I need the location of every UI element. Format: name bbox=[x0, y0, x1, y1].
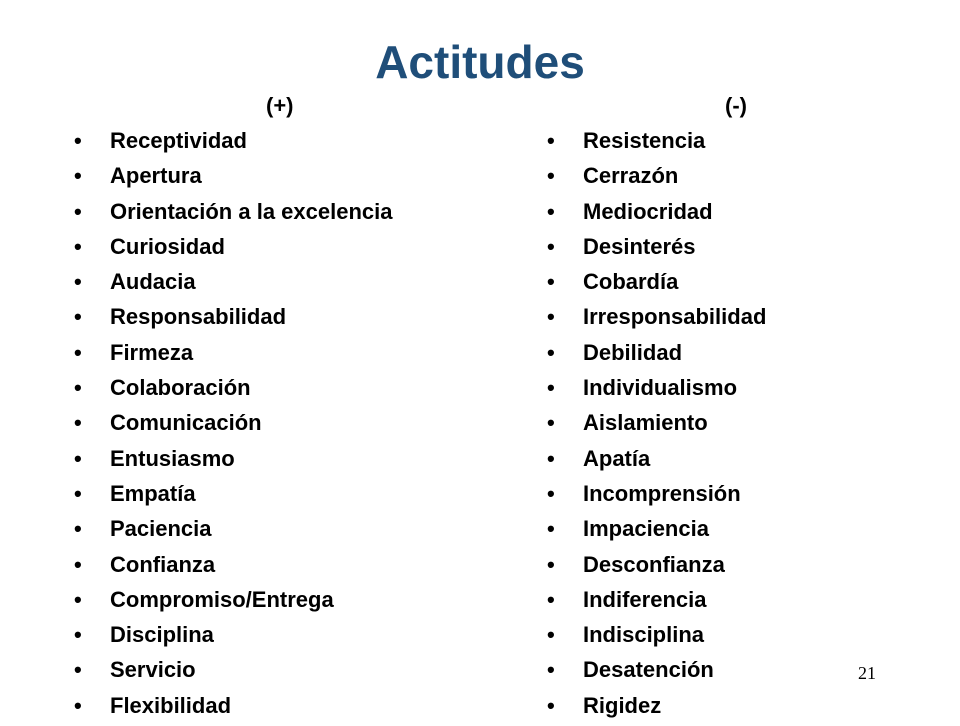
bullet-icon: • bbox=[547, 622, 555, 648]
bullet-icon: • bbox=[74, 480, 82, 506]
bullet-icon: • bbox=[547, 692, 555, 718]
bullet-icon: • bbox=[547, 128, 555, 153]
bullet-icon: • bbox=[547, 304, 555, 330]
negative-attitudes-column bbox=[543, 92, 843, 726]
positive-list-item bbox=[70, 655, 500, 690]
negative-list-item bbox=[543, 550, 843, 585]
positive-list-item bbox=[70, 620, 500, 655]
positive-item-label: Entusiasmo bbox=[110, 445, 235, 471]
positive-list-item bbox=[70, 479, 500, 514]
negative-item-label: Indisciplina bbox=[583, 622, 705, 648]
negative-item-label: Desconfianza bbox=[583, 551, 725, 577]
negative-item-label: Mediocridad bbox=[583, 198, 713, 224]
positive-attitudes-list bbox=[70, 126, 500, 726]
negative-item-label: Incomprensión bbox=[583, 480, 741, 506]
negative-item-label: Cobardía bbox=[583, 269, 679, 295]
negative-item-label: Cerrazón bbox=[583, 163, 679, 189]
positive-item-label: Audacia bbox=[110, 269, 196, 295]
bullet-icon: • bbox=[547, 480, 555, 506]
positive-list-item bbox=[70, 585, 500, 620]
negative-item-label: Impaciencia bbox=[583, 516, 709, 542]
bullet-icon: • bbox=[547, 233, 555, 259]
negative-list-item bbox=[543, 126, 843, 161]
positive-list-item bbox=[70, 267, 500, 302]
positive-item-label: Empatía bbox=[110, 480, 196, 506]
positive-item-label: Paciencia bbox=[110, 516, 212, 542]
bullet-icon: • bbox=[74, 233, 82, 259]
positive-item-label: Orientación a la excelencia bbox=[110, 198, 393, 224]
negative-item-label: Debilidad bbox=[583, 339, 683, 365]
positive-list-item bbox=[70, 373, 500, 408]
bullet-icon: • bbox=[74, 516, 82, 542]
bullet-icon: • bbox=[74, 269, 82, 295]
positive-list-item bbox=[70, 550, 500, 585]
bullet-icon: • bbox=[547, 410, 555, 436]
negative-list-item bbox=[543, 514, 843, 549]
positive-list-item bbox=[70, 408, 500, 443]
positive-list-item bbox=[70, 197, 500, 232]
positive-list-item bbox=[70, 338, 500, 373]
negative-item-label: Apatía bbox=[583, 445, 651, 471]
negative-attitudes-list bbox=[543, 126, 843, 726]
bullet-icon: • bbox=[547, 516, 555, 542]
positive-column-header: (+) bbox=[266, 93, 294, 118]
negative-item-label: Indiferencia bbox=[583, 586, 707, 612]
bullet-icon: • bbox=[547, 551, 555, 577]
positive-list-item bbox=[70, 232, 500, 267]
negative-column-header: (-) bbox=[725, 93, 747, 118]
bullet-icon: • bbox=[74, 304, 82, 330]
positive-attitudes-column bbox=[70, 92, 500, 726]
bullet-icon: • bbox=[74, 410, 82, 436]
bullet-icon: • bbox=[74, 586, 82, 612]
bullet-icon: • bbox=[547, 163, 555, 189]
slide-title: Actitudes bbox=[375, 36, 585, 88]
bullet-icon: • bbox=[547, 586, 555, 612]
positive-list-item bbox=[70, 444, 500, 479]
negative-list-item bbox=[543, 655, 843, 690]
negative-list-item bbox=[543, 691, 843, 726]
bullet-icon: • bbox=[74, 692, 82, 718]
bullet-icon: • bbox=[74, 551, 82, 577]
bullet-icon: • bbox=[74, 445, 82, 471]
bullet-icon: • bbox=[74, 339, 82, 365]
bullet-icon: • bbox=[547, 657, 555, 683]
bullet-icon: • bbox=[74, 163, 82, 189]
positive-list-item bbox=[70, 161, 500, 196]
bullet-icon: • bbox=[74, 198, 82, 224]
positive-list-item bbox=[70, 691, 500, 726]
negative-item-label: Rigidez bbox=[583, 692, 662, 718]
negative-item-label: Desinterés bbox=[583, 233, 696, 259]
negative-list-item bbox=[543, 408, 843, 443]
positive-item-label: Comunicación bbox=[110, 410, 262, 436]
negative-list-item bbox=[543, 373, 843, 408]
positive-list-item bbox=[70, 514, 500, 549]
positive-list-item bbox=[70, 302, 500, 337]
positive-item-label: Firmeza bbox=[110, 339, 194, 365]
negative-list-item bbox=[543, 585, 843, 620]
positive-list-item bbox=[70, 126, 500, 161]
negative-list-item bbox=[543, 267, 843, 302]
bullet-icon: • bbox=[74, 128, 82, 153]
bullet-icon: • bbox=[547, 269, 555, 295]
negative-item-label: Aislamiento bbox=[583, 410, 708, 436]
positive-item-label: Confianza bbox=[110, 551, 216, 577]
negative-list-item bbox=[543, 232, 843, 267]
positive-item-label: Colaboración bbox=[110, 375, 251, 401]
positive-item-label: Curiosidad bbox=[110, 233, 225, 259]
negative-list-item bbox=[543, 338, 843, 373]
positive-item-label: Compromiso/Entrega bbox=[110, 586, 334, 612]
negative-list-item bbox=[543, 444, 843, 479]
bullet-icon: • bbox=[74, 622, 82, 648]
positive-item-label: Receptividad bbox=[110, 128, 247, 153]
negative-item-label: Individualismo bbox=[583, 375, 738, 401]
positive-item-label: Servicio bbox=[110, 657, 196, 683]
negative-list-item bbox=[543, 302, 843, 337]
positive-item-label: Apertura bbox=[110, 163, 202, 189]
bullet-icon: • bbox=[74, 657, 82, 683]
positive-item-label: Responsabilidad bbox=[110, 304, 287, 330]
negative-item-label: Resistencia bbox=[583, 128, 706, 153]
page-number: 21 bbox=[858, 663, 876, 683]
negative-list-item bbox=[543, 479, 843, 514]
bullet-icon: • bbox=[547, 339, 555, 365]
negative-item-label: Irresponsabilidad bbox=[583, 304, 767, 330]
positive-item-label: Disciplina bbox=[110, 622, 214, 648]
bullet-icon: • bbox=[547, 198, 555, 224]
bullet-icon: • bbox=[547, 375, 555, 401]
bullet-icon: • bbox=[74, 375, 82, 401]
bullet-icon: • bbox=[547, 445, 555, 471]
positive-item-label: Flexibilidad bbox=[110, 692, 232, 718]
negative-list-item bbox=[543, 620, 843, 655]
negative-list-item bbox=[543, 197, 843, 232]
negative-item-label: Desatención bbox=[583, 657, 714, 683]
negative-list-item bbox=[543, 161, 843, 196]
